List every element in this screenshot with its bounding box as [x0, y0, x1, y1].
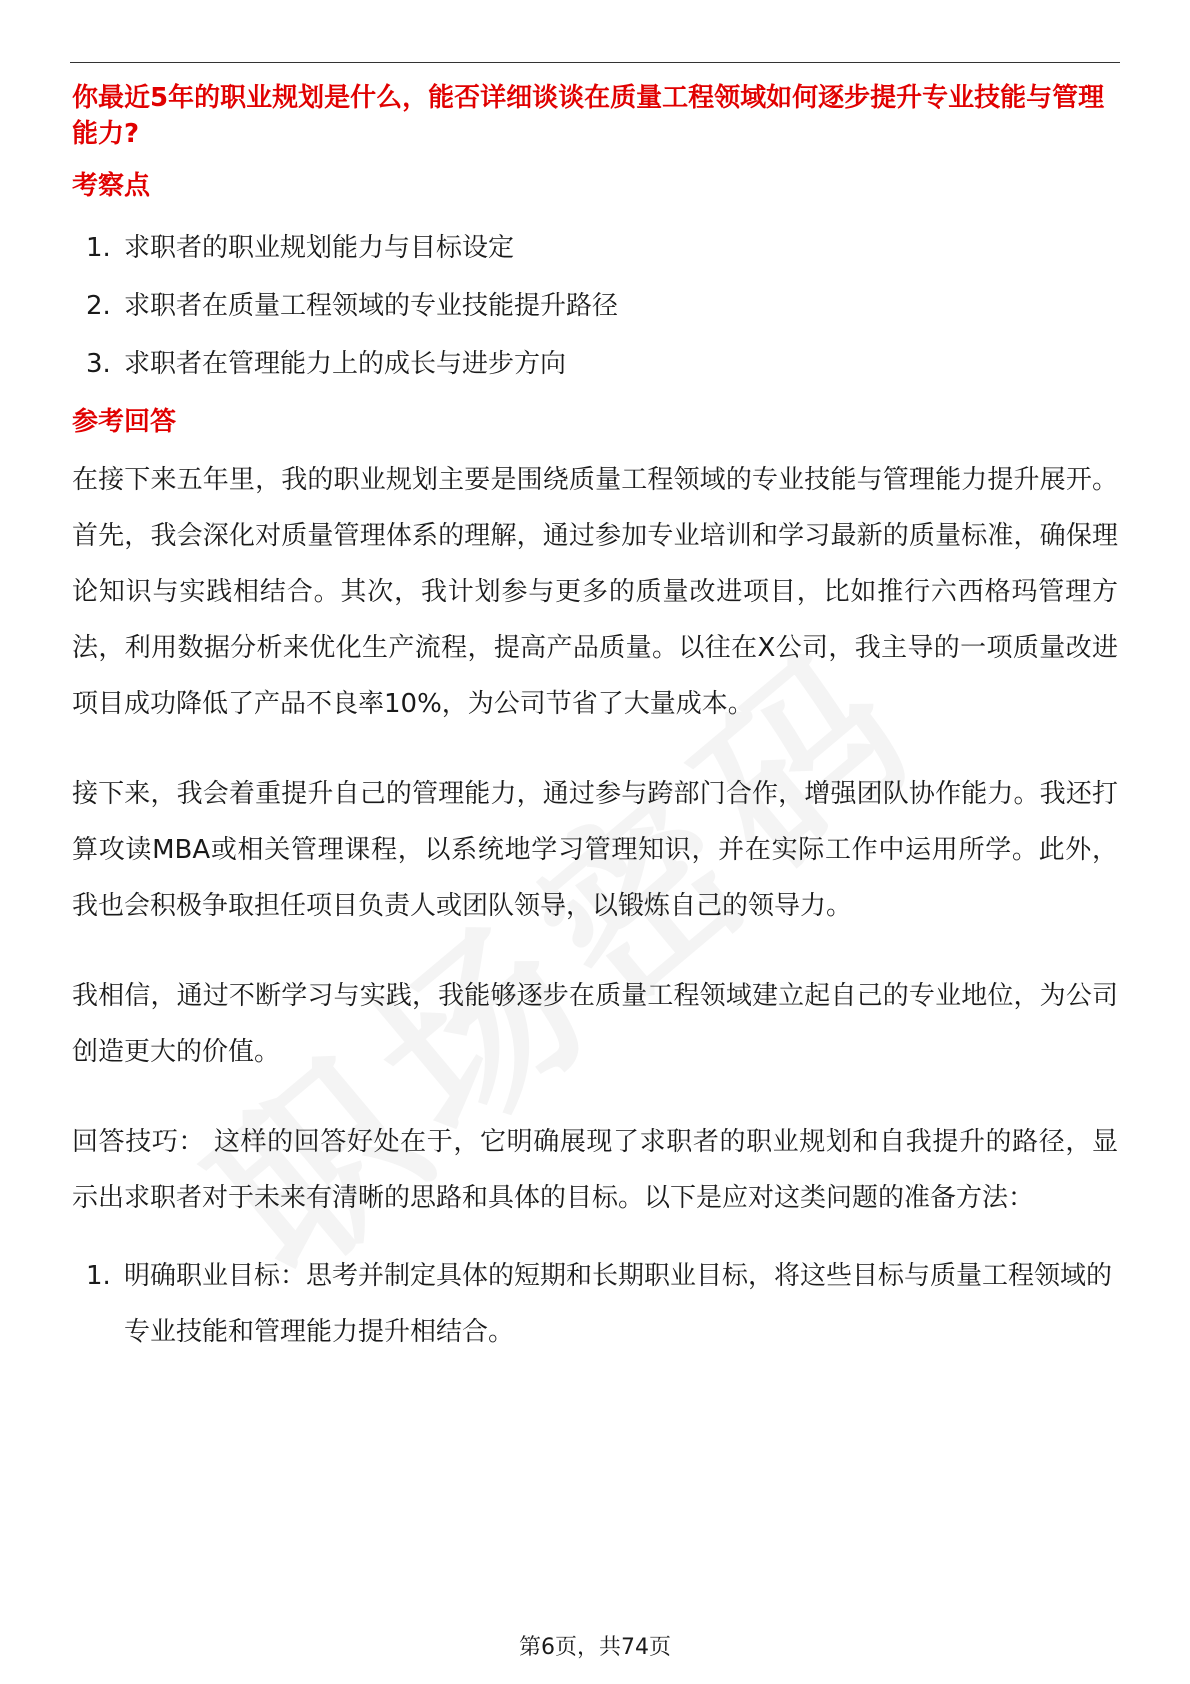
list-item: 1. 明确职业目标：思考并制定具体的短期和长期职业目标，将这些目标与质量工程领域的专业技能和管理能力提升相结合。	[86, 1261, 1113, 1347]
answer-paragraph: 我相信，通过不断学习与实践，我能够逐步在质量工程领域建立起自己的专业地位，为公司创造更大的价值。	[72, 981, 1118, 1067]
list-item-text: 求职者在质量工程领域的专业技能提升路径	[124, 291, 619, 321]
list-item: 2. 求职者在质量工程领域的专业技能提升路径	[86, 291, 619, 321]
list-item-text: 求职者的职业规划能力与目标设定	[124, 233, 515, 263]
list-item-text: 明确职业目标：思考并制定具体的短期和长期职业目标，将这些目标与质量工程领域的专业技能和管理能力提升相结合。	[124, 1261, 1113, 1347]
tips-intro: 回答技巧： 这样的回答好处在于，它明确展现了求职者的职业规划和自我提升的路径，显示出求职者对于未来有清晰的思路和具体的目标。以下是应对这类问题的准备方法：	[72, 1127, 1118, 1213]
question-title: 你最近5年的职业规划是什么，能否详细谈谈在质量工程领域如何逐步提升专业技能与管理能力?	[72, 83, 1105, 149]
list-item: 1. 求职者的职业规划能力与目标设定	[86, 233, 515, 263]
tips-list	[72, 1248, 1118, 1360]
assessment-list	[72, 230, 1118, 382]
list-item-text: 求职者在管理能力上的成长与进步方向	[124, 349, 567, 379]
answer-heading: 参考回答	[72, 407, 177, 437]
list-item: 3. 求职者在管理能力上的成长与进步方向	[86, 349, 567, 379]
document-body	[72, 80, 1118, 1360]
page-number: 第6页，共74页	[519, 1635, 671, 1660]
answer-paragraph: 接下来，我会着重提升自己的管理能力，通过参与跨部门合作，增强团队协作能力。我还打算攻读MBA或相关管理课程，以系统地学习管理知识，并在实际工作中运用所学。此外，我也会积极争取担任项目负责人或团队领导，以锻炼自己的领导力。	[72, 779, 1118, 921]
answer-paragraph: 在接下来五年里，我的职业规划主要是围绕质量工程领域的专业技能与管理能力提升展开。首先，我会深化对质量管理体系的理解，通过参加专业培训和学习最新的质量标准，确保理论知识与实践相结合。其次，我计划参与更多的质量改进项目，比如推行六西格玛管理方法，利用数据分析来优化生产流程，提高产品质量。以往在X公司，我主导的一项质量改进项目成功降低了产品不良率10%，为公司节省了大量成本。	[72, 465, 1118, 719]
top-divider	[70, 62, 1120, 63]
assessment-heading: 考察点	[72, 171, 151, 201]
